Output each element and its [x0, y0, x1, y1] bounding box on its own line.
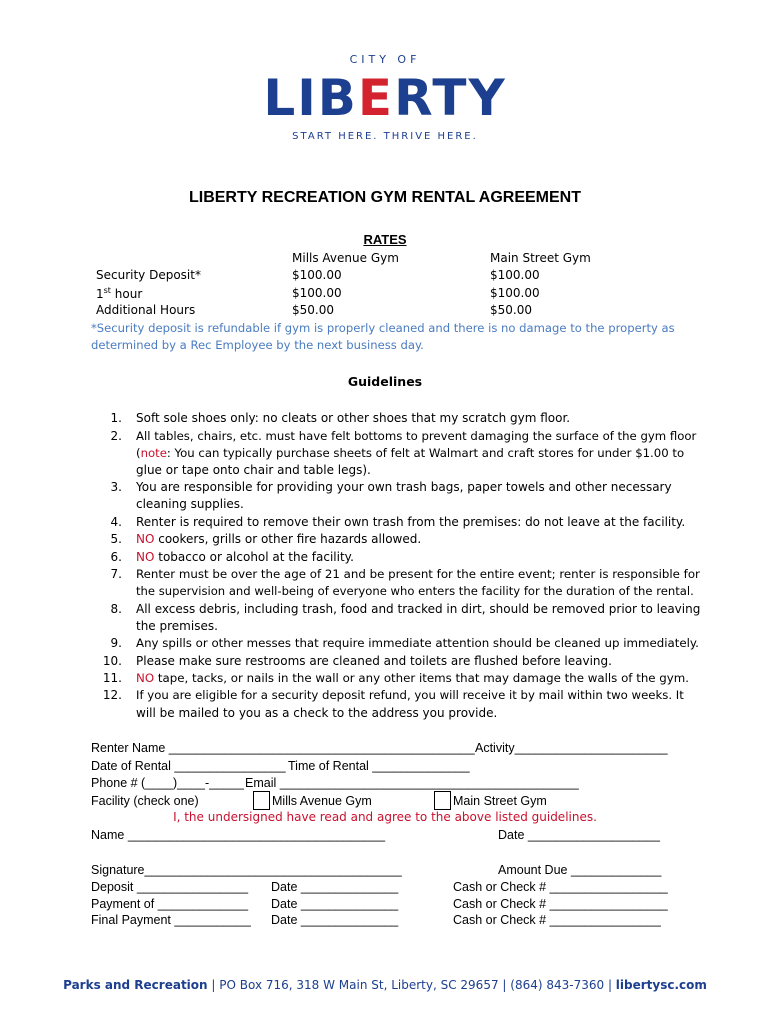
list-item: All tables, chairs, etc. must have felt bottoms to prevent damaging the surface of the gym floor — [136, 429, 697, 443]
final-payment-date-field[interactable]: Date ______________ — [271, 913, 399, 927]
rates-row-mills: $50.00 — [292, 303, 334, 317]
phone-field[interactable]: Phone # (____)____-_____ — [91, 776, 244, 790]
logo-city-of: CITY OF — [349, 53, 421, 66]
rates-row-main: $100.00 — [490, 268, 540, 282]
rates-row-main: $100.00 — [490, 286, 540, 300]
footer: Parks and Recreation | PO Box 716, 318 W Main St, Liberty, SC 29657 | (864) 843-7360 | libertysc.com — [63, 978, 707, 992]
list-item-number: 4. — [110, 515, 122, 529]
list-item: You are responsible for providing your own trash bags, paper towels and other necessary — [136, 480, 672, 494]
amount-due-field[interactable]: Amount Due _____________ — [498, 863, 662, 877]
deposit-note: *Security deposit is refundable if gym is properly cleaned and there is no damage to the property as — [91, 321, 675, 335]
list-item: If you are eligible for a security deposit refund, you will receive it by mail within two weeks. It — [136, 688, 684, 702]
signature-field[interactable]: Signature_____________________________________ — [91, 863, 402, 877]
rates-row-mills: $100.00 — [292, 286, 342, 300]
rates-row-label: Additional Hours — [96, 303, 196, 317]
list-item-number: 3. — [110, 480, 122, 494]
list-item: Renter is required to remove their own trash from the premises: do not leave at the facility. — [136, 515, 686, 529]
list-item-note: (note: You can typically purchase sheets of felt at Walmart and craft stores for under $1.00 to — [136, 446, 685, 460]
main-street-checkbox[interactable] — [434, 791, 451, 810]
footer-phone: (864) 843-7360 — [510, 978, 605, 992]
rates-row-main: $50.00 — [490, 303, 532, 317]
list-item: Please make sure restrooms are cleaned and toilets are flushed before leaving. — [136, 654, 612, 668]
list-item-cont: will be mailed to you as a check to the address you provide. — [136, 706, 498, 720]
list-item-number: 10. — [102, 654, 122, 668]
final-payment-field[interactable]: Final Payment ___________ — [91, 913, 251, 927]
list-item-number: 9. — [110, 636, 122, 650]
list-item-number: 12. — [102, 688, 122, 702]
rates-col-main: Main Street Gym — [490, 251, 591, 265]
list-item-number: 7. — [110, 567, 122, 581]
final-payment-check-field[interactable]: Cash or Check # ________________ — [453, 913, 661, 927]
list-item: NO tape, tacks, or nails in the wall or any other items that may damage the walls of the gym. — [136, 671, 690, 685]
list-item: Any spills or other messes that require immediate attention should be cleaned up immediately. — [136, 636, 699, 650]
list-item-cont: cleaning supplies. — [136, 497, 244, 511]
rates-row-label: 1st hour — [96, 286, 143, 301]
list-item-cont: the supervision and well-being of everyone who enters the facility for the duration of the rental. — [136, 584, 694, 598]
rates-row-label: Security Deposit* — [96, 268, 201, 282]
list-item-number: 6. — [110, 550, 122, 564]
name-field[interactable]: Name _____________________________________ — [91, 828, 386, 842]
mills-avenue-option-label: Mills Avenue Gym — [272, 794, 372, 808]
mills-avenue-checkbox[interactable] — [253, 791, 270, 810]
facility-label: Facility (check one) — [91, 794, 199, 808]
logo-tagline: START HERE. THRIVE HERE. — [292, 131, 478, 142]
footer-website-link[interactable]: libertysc.com — [615, 978, 707, 992]
deposit-field[interactable]: Deposit ________________ — [91, 880, 249, 894]
logo-striped-e: E — [357, 69, 395, 127]
list-item: Renter must be over the age of 21 and be present for the entire event; renter is responsible for — [136, 567, 700, 581]
deposit-check-field[interactable]: Cash or Check # _________________ — [453, 880, 668, 894]
payment-date-field[interactable]: Date ______________ — [271, 897, 399, 911]
date-of-rental-field[interactable]: Date of Rental ________________ — [91, 759, 286, 773]
deposit-note-cont: determined by a Rec Employee by the next business day. — [91, 338, 424, 352]
main-street-option-label: Main Street Gym — [453, 794, 547, 808]
footer-org: Parks and Recreation — [63, 978, 208, 992]
list-item: NO cookers, grills or other fire hazards allowed. — [136, 532, 422, 546]
list-item: All excess debris, including trash, food and tracked in dirt, should be removed prior to leaving — [136, 602, 701, 616]
date-field[interactable]: Date ___________________ — [498, 828, 660, 842]
list-item-cont: glue or tape onto chair and table legs). — [136, 463, 371, 477]
payment-check-field[interactable]: Cash or Check # _________________ — [453, 897, 668, 911]
rates-row-mills: $100.00 — [292, 268, 342, 282]
renter-name-field[interactable]: Renter Name ____________________________________________ — [91, 741, 475, 755]
list-item-number: 1. — [110, 411, 122, 425]
list-item: Soft sole shoes only: no cleats or other shoes that my scratch gym floor. — [136, 411, 571, 425]
agreement-statement: I, the undersigned have read and agree to the above listed guidelines. — [173, 810, 597, 824]
document-title: LIBERTY RECREATION GYM RENTAL AGREEMENT — [188, 189, 581, 206]
list-item: NO tobacco or alcohol at the facility. — [136, 550, 354, 564]
payment-of-field[interactable]: Payment of _____________ — [91, 897, 249, 911]
list-item-number: 2. — [110, 429, 122, 443]
logo-liberty: LIBERTY — [263, 69, 507, 127]
guidelines-heading: Guidelines — [347, 374, 423, 389]
time-of-rental-field[interactable]: Time of Rental ______________ — [288, 759, 470, 773]
list-item-number: 11. — [102, 671, 122, 685]
email-field[interactable]: Email ___________________________________________ — [245, 776, 579, 790]
footer-address: PO Box 716, 318 W Main St, Liberty, SC 29657 — [219, 978, 499, 992]
rates-heading: RATES — [363, 232, 407, 247]
list-item-number: 8. — [110, 602, 122, 616]
rates-col-mills: Mills Avenue Gym — [292, 251, 399, 265]
deposit-date-field[interactable]: Date ______________ — [271, 880, 399, 894]
list-item-cont: the premises. — [136, 619, 218, 633]
activity-field[interactable]: Activity______________________ — [475, 741, 668, 755]
list-item-number: 5. — [110, 532, 122, 546]
